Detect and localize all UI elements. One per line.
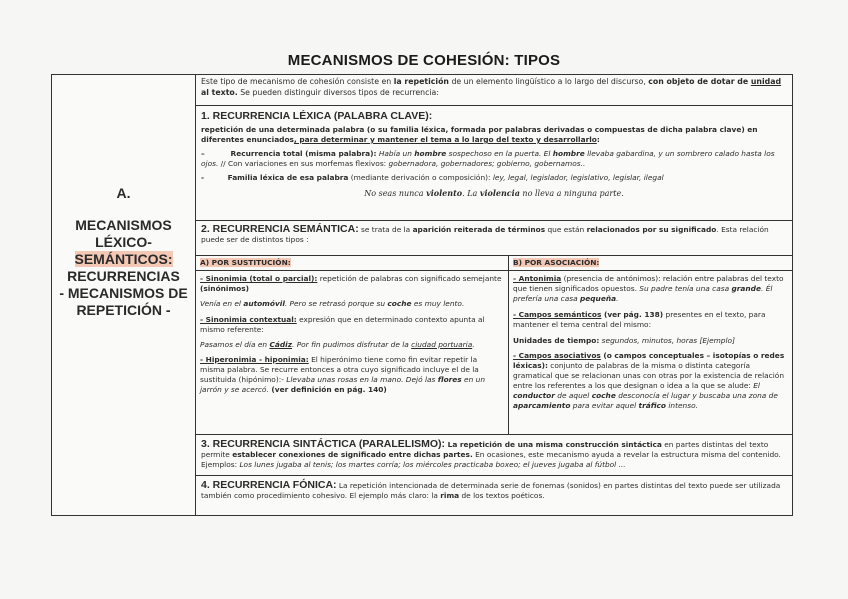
example-bold: aparcamiento [513, 401, 571, 410]
example-text: . Pero se retrasó porque su [284, 299, 388, 308]
definition-text: : [596, 135, 600, 144]
definition-bold: relacionados por su significado [586, 225, 717, 234]
example-text: . Él prefería una casa [513, 284, 773, 303]
lexical-family [201, 173, 787, 183]
term-label: - Antonimia [513, 274, 562, 283]
intro-bold: al texto. [201, 87, 238, 97]
example-bold: automóvil [243, 299, 285, 308]
definition-text: (presencia de antónimos): relación entre palabras del texto que tienen significados opuestos. [513, 274, 784, 293]
page-reference: (ver pág. 138) [601, 310, 664, 319]
definition-text: . Esta relación puede ser de distintos tipos : [201, 225, 769, 244]
term-label: - Sinonimia contextual: [200, 315, 297, 324]
example-underlined: ciudad portuaria [411, 340, 473, 349]
highlighted-term: SEMÁNTICOS: [74, 251, 173, 267]
total-recurrence [201, 149, 787, 169]
section-label-line [52, 251, 195, 268]
section-label-line: LÉXICO- [95, 234, 152, 250]
time-units [513, 336, 788, 346]
cohesion-table [51, 74, 793, 516]
definition-bold: aparición reiterada de términos [412, 225, 546, 234]
example-text: ley, legal, legislador, legislativo, legislar, ilegal [492, 173, 664, 182]
example-text: sospechoso en la puerta. El [446, 149, 553, 158]
definition-bold: (o campos conceptuales – isotopías o redes léxicas): [513, 351, 785, 370]
section-label-line: MECANISMOS [75, 217, 172, 233]
section-syntactic [196, 435, 792, 476]
definition-text: repetición de una determinada palabra (o su familia léxica, formada por palabras derivadas o compuestas de dicha palabra clave) en diferentes enunciados [201, 125, 758, 144]
definition-text: El hiperónimo tiene como fin evitar repetir la misma palabra. Se recurre entonces a otra cuyo significado incluye el de la sustituida (hipónimo):- [200, 355, 479, 384]
example-text: en un jarrón y se acercó. [200, 375, 486, 394]
definition-text: repetición de palabras con significado semejante [317, 274, 502, 283]
example-text: Los lunes jugaba al tenis; los martes corría; los miércoles practicaba boxeo; el jueves jugaba al fútbol ... [239, 460, 626, 469]
section-heading: 4. RECURRENCIA FÓNICA: [201, 479, 337, 491]
association-column [509, 256, 792, 434]
example-bold: grande [731, 284, 761, 293]
example-bold: coche [387, 299, 412, 308]
example-text: Pasamos el día en [200, 340, 270, 349]
definition-text: en partes distintas del texto permite [201, 440, 769, 459]
example-text: intenso. [666, 401, 698, 410]
intro-bold: con objeto de dotar de [648, 77, 751, 86]
definition-text: conjunto de palabras de la misma o distinta categoría gramatical que se relacionan unas con otras por la existencia de relación entre los referentes a los que designan o idea a la que se alude: [513, 361, 785, 390]
contextual-synonymy [200, 315, 504, 335]
example-text: gobernadora, gobernadores; gobierno, gobernamos.. [388, 159, 586, 168]
example-quote [201, 188, 787, 199]
definition-text: de los textos poéticos. [459, 491, 545, 500]
quote-text: no lleva a ninguna parte. [519, 189, 624, 198]
definition-underlined: , para determinar y mantener el tema a lo largo del texto y desarrollarlo [293, 135, 597, 144]
example-text: . [472, 340, 475, 349]
term-label: Unidades de tiempo: [513, 336, 600, 345]
semantic-fields [513, 310, 788, 330]
column-heading [196, 256, 508, 271]
example-bold: flores [437, 375, 462, 384]
contextual-example [200, 340, 504, 350]
example-text: Llevaba unas rosas en la mano. Dejó las [286, 375, 438, 384]
definition-text: La repetición intencionada de determinada serie de fonemas (sonidos) en partes distintas del texto puede ser utilizada también como procedimiento cohesivo. El ejemplo más claro: la [201, 481, 781, 500]
section-heading: 3. RECURRENCIA SINTÁCTICA (PARALELISMO): [201, 438, 446, 450]
synonymy-example [200, 299, 504, 309]
hyperonymy [200, 355, 504, 395]
example-bold: hombre [552, 149, 585, 158]
section-heading: 1. RECURRENCIA LÉXICA (PALABRA CLAVE): [201, 110, 433, 122]
example-text: de aquel [554, 391, 592, 400]
column-heading [509, 256, 792, 271]
section-label-line: REPETICIÓN - [76, 302, 171, 318]
section-label-line: - MECANISMOS DE [59, 285, 188, 301]
lexical-definition [201, 125, 787, 145]
section-lexical [196, 106, 792, 221]
column-heading-text: B) POR ASOCIACIÓN: [513, 258, 600, 267]
quote-text: No seas nunca [364, 189, 427, 198]
example-text: llevaba gabardina, y un sombrero calado hasta los ojos. [201, 149, 775, 168]
dash: - [201, 173, 205, 182]
antonymy [513, 274, 788, 304]
example-bold: conductor [513, 391, 555, 400]
example-bold: hombre [414, 149, 447, 158]
note-text: // Con variaciones en sus morfemas flexivos: [218, 159, 389, 168]
intro-bold: la repetición [393, 77, 449, 86]
quote-bold: violencia [479, 188, 520, 198]
term-label: - Hiperonimia - hiponimia: [200, 355, 309, 364]
definition-text: que están [545, 225, 587, 234]
quote-text: . La [462, 189, 480, 198]
example-text: Había un [376, 149, 415, 158]
section-phonic [196, 476, 792, 516]
term-label: Recurrencia total (misma palabra): [230, 149, 377, 158]
dash: – [201, 149, 205, 158]
page-title: MECANISMOS DE COHESIÓN: TIPOS [287, 52, 561, 69]
example-text: desconocía el lugar y buscaba una zona de [615, 391, 778, 400]
quote-bold: violento [426, 188, 463, 198]
example-text: . [616, 294, 619, 303]
intro-text: Este tipo de mecanismo de cohesión consiste en [201, 77, 394, 86]
content-column [196, 75, 792, 515]
associative-fields [513, 351, 788, 411]
term-label: - Campos semánticos [513, 310, 602, 319]
example-text: Su padre tenía una casa [639, 284, 732, 293]
intro-text: Se pueden distinguir diversos tipos de recurrencia: [237, 87, 439, 97]
definition-text: presentes en el texto, para mantener el tema central del mismo: [513, 310, 766, 329]
example-text: El [753, 381, 760, 390]
definition-bold: (sinónimos) [200, 284, 249, 293]
section-semantic [196, 221, 792, 435]
definition-bold: La repetición de una misma construcción sintáctica [445, 440, 662, 449]
intro-row [196, 75, 792, 106]
example-bold: tráfico [638, 401, 666, 410]
semantic-intro [196, 221, 792, 245]
example-bold: pequeña [579, 294, 617, 303]
example-text: para evitar aquel [570, 401, 639, 410]
definition-text: se trata de la [358, 225, 413, 234]
synonymy [200, 274, 504, 294]
section-heading: 2. RECURRENCIA SEMÁNTICA: [201, 223, 359, 235]
example-text: segundos, minutos, horas [Ejemplo] [599, 336, 735, 345]
example-text: es muy lento. [411, 299, 465, 308]
example-text: Venía en el [200, 299, 244, 308]
page-reference: (ver definición en pág. 140) [268, 385, 387, 394]
term-label: - Sinonimia (total o parcial): [200, 274, 318, 283]
definition-text: En ocasiones, este mecanismo ayuda a revelar la estructura misma del contenido. Ejemplos: [201, 450, 781, 469]
definition-bold: establecer conexiones de significado entre dichas partes. [232, 450, 473, 459]
left-column [52, 75, 196, 515]
intro-text: de un elemento lingüístico a lo largo del discurso, [448, 77, 649, 86]
example-bold: Cádiz [269, 340, 292, 349]
note-text: (mediante derivación o composición): [348, 173, 493, 182]
intro-underlined: unidad [750, 77, 782, 86]
example-text: . Por fin pudimos disfrutar de la [292, 340, 412, 349]
example-bold: coche [591, 391, 616, 400]
section-letter: A. [116, 185, 131, 201]
term-label: - Campos asociativos [513, 351, 601, 360]
definition-bold: rima [440, 491, 460, 500]
section-label-line: RECURRENCIAS [67, 268, 180, 284]
column-heading-text: A) POR SUSTITUCIÓN: [200, 258, 291, 267]
term-label: Familia léxica de esa palabra [227, 173, 349, 182]
section-label [52, 217, 195, 319]
semantic-subtable [196, 255, 792, 434]
substitution-column [196, 256, 509, 434]
definition-text: expresión que en determinado contexto apunta al mismo referente: [200, 315, 485, 334]
